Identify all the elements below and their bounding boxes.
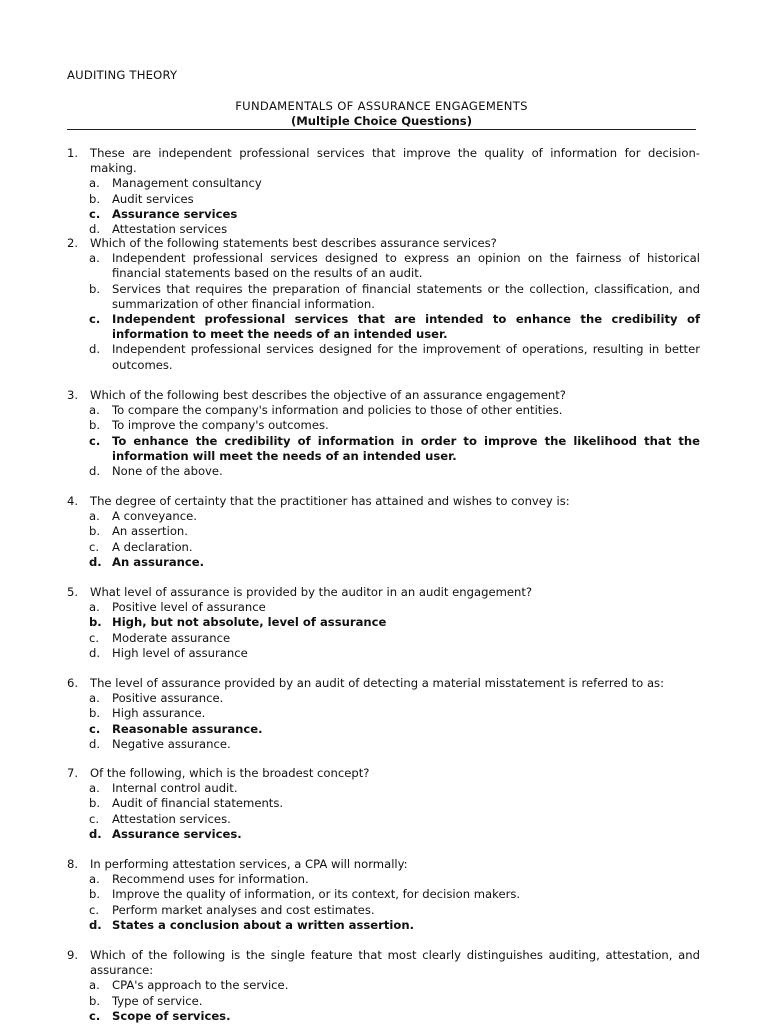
question-number: 8. — [67, 857, 79, 871]
option-c-answer: c. Independent professional services that are intended to enhance the credibility of information to meet the needs of an intended user. — [89, 312, 700, 342]
question-stem — [67, 494, 700, 509]
option-b: b. Audit services — [89, 191, 194, 206]
question-5 — [67, 585, 700, 661]
option-c: c. Perform market analyses and cost estimates. — [89, 902, 375, 917]
question-stem — [67, 388, 700, 403]
question-stem — [67, 857, 700, 872]
question-text: Which of the following statements best describes assurance services? — [90, 236, 497, 250]
question-stem — [67, 948, 700, 978]
option-a: a. Independent professional services designed to express an opinion on the fairness of historical financial statements based on the results of an audit. — [89, 251, 700, 281]
question-stem — [67, 676, 700, 691]
option-b: b. Services that requires the preparation of financial statements or the collection, classification, and summarization of other financial information. — [89, 281, 700, 311]
document-subtitle: (Multiple Choice Questions) — [290, 114, 473, 128]
option-b: b. Type of service. — [89, 993, 203, 1008]
question-text: Of the following, which is the broadest concept? — [90, 766, 370, 780]
course-title: AUDITING THEORY — [67, 68, 178, 82]
option-a: a. Recommend uses for information. — [89, 872, 309, 887]
option-d: d. Negative assurance. — [89, 736, 231, 751]
title-divider — [67, 129, 696, 130]
option-c: c. Attestation services. — [89, 811, 231, 826]
question-8 — [67, 857, 700, 933]
option-a: a. To compare the company's information and policies to those of other entities. — [89, 403, 563, 418]
question-number: 2. — [67, 236, 79, 250]
option-d: d. None of the above. — [89, 464, 223, 479]
question-6 — [67, 676, 700, 752]
question-text: These are independent professional services that improve the quality of information for decision-making. — [90, 146, 700, 176]
question-number: 1. — [67, 146, 79, 160]
option-a: a. Management consultancy — [89, 176, 262, 191]
question-stem — [67, 585, 700, 600]
question-4 — [67, 494, 700, 570]
option-d-answer: d. An assurance. — [89, 554, 205, 569]
question-stem — [67, 236, 700, 251]
option-c-answer: c. Assurance services — [89, 206, 238, 221]
option-a: a. Positive assurance. — [89, 691, 224, 706]
option-a: a. Internal control audit. — [89, 781, 238, 796]
question-3 — [67, 388, 700, 479]
option-b: b. An assertion. — [89, 524, 188, 539]
question-number: 4. — [67, 494, 79, 508]
document-title: FUNDAMENTALS OF ASSURANCE ENGAGEMENTS — [235, 99, 528, 113]
option-c: c. A declaration. — [89, 539, 193, 554]
option-b: b. Improve the quality of information, or its context, for decision makers. — [89, 887, 521, 902]
question-text: In performing attestation services, a CPA will normally: — [90, 857, 408, 871]
question-stem — [67, 146, 700, 176]
option-a: a. CPA's approach to the service. — [89, 978, 289, 993]
question-number: 7. — [67, 766, 79, 780]
question-2 — [67, 236, 700, 373]
question-text: The level of assurance provided by an audit of detecting a material misstatement is referred to as: — [90, 676, 664, 690]
question-9 — [67, 948, 700, 1024]
question-number: 3. — [67, 388, 79, 402]
option-b: b. Audit of financial statements. — [89, 796, 284, 811]
option-b: b. To improve the company's outcomes. — [89, 418, 329, 433]
question-text: What level of assurance is provided by the auditor in an audit engagement? — [90, 585, 533, 599]
option-a: a. A conveyance. — [89, 509, 197, 524]
option-c-answer: c. Reasonable assurance. — [89, 721, 263, 736]
question-number: 6. — [67, 676, 79, 690]
option-d: d. High level of assurance — [89, 645, 248, 660]
option-b: b. High assurance. — [89, 706, 206, 721]
question-stem — [67, 766, 700, 781]
option-c-answer: c. Scope of services. — [89, 1008, 231, 1023]
option-d: d. Independent professional services designed for the improvement of operations, resulting in better outcomes. — [89, 342, 700, 372]
question-number: 9. — [67, 948, 79, 962]
option-d-answer: d. Assurance services. — [89, 826, 242, 841]
option-d-answer: d. States a conclusion about a written assertion. — [89, 917, 415, 932]
question-text: Which of the following is the single feature that most clearly distinguishes auditing, attestation, and assurance: — [90, 948, 700, 978]
question-text: The degree of certainty that the practitioner has attained and wishes to convey is: — [90, 494, 570, 508]
question-text: Which of the following best describes the objective of an assurance engagement? — [90, 388, 566, 402]
option-d: d. Attestation services — [89, 222, 228, 237]
question-number: 5. — [67, 585, 79, 599]
option-b-answer: b. High, but not absolute, level of assurance — [89, 615, 387, 630]
question-1 — [67, 146, 700, 237]
option-c: c. Moderate assurance — [89, 630, 231, 645]
option-c-answer: c. To enhance the credibility of information in order to improve the likelihood that the information will meet the needs of an intended user. — [89, 433, 700, 463]
question-7 — [67, 766, 700, 842]
option-a: a. Positive level of assurance — [89, 600, 266, 615]
